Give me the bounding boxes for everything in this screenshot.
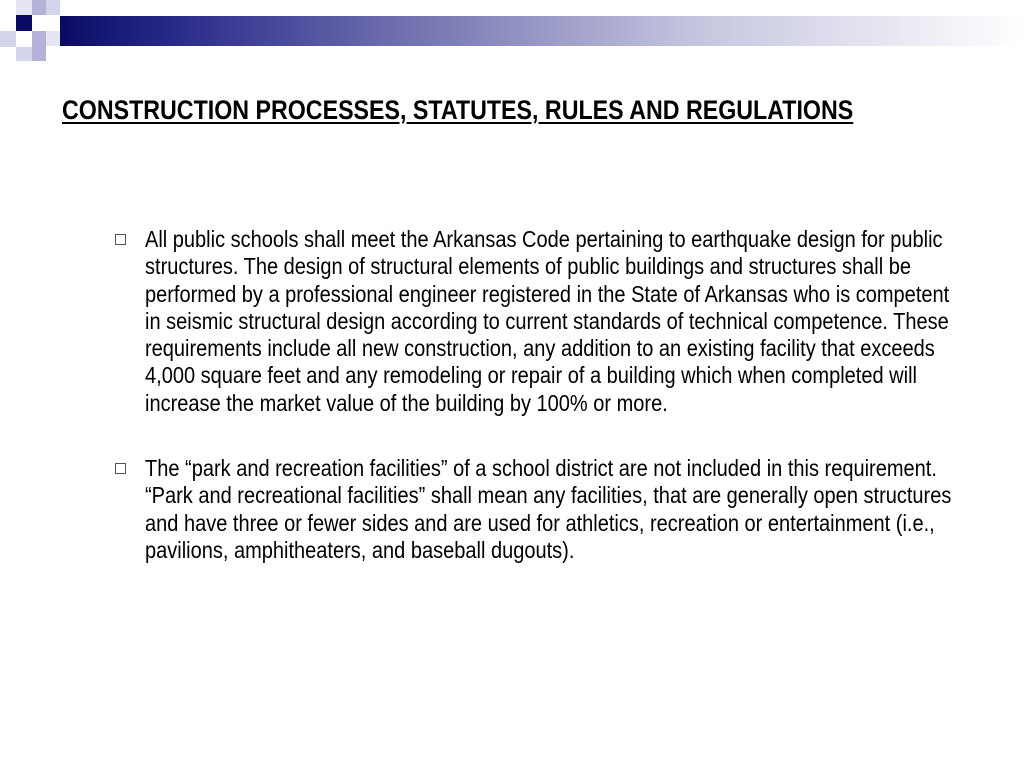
hollow-square-bullet-icon — [115, 234, 126, 245]
bullet-item — [115, 226, 1015, 417]
bullet-list — [115, 226, 1015, 602]
header-square-light — [46, 0, 60, 15]
header-square-light — [32, 31, 46, 47]
header-decoration — [0, 0, 1024, 64]
header-square-dark — [16, 15, 32, 31]
slide-title: CONSTRUCTION PROCESSES, STATUTES, RULES AND REGULATIONS — [62, 95, 854, 125]
bullet-text: The “park and recreation facilities” of a school district are not included in this requirement. “Park and recreational facilities” shall mean any facilities, that are generally open structures and have three or fewer sides and are used for athletics, recreation or entertainment (i.e., pavilions, amphitheaters, and baseball dugouts). — [145, 455, 952, 563]
bullet-text: All public schools shall meet the Arkansas Code pertaining to earthquake design for public structures. The design of structural elements of public buildings and structures shall be performed by a professional engineer registered in the State of Arkansas who is competent in seismic structural design according to current standards of technical competence. These requirements include all new construction, any addition to an existing facility that exceeds 4,000 square feet and any remodeling or repair of a building which when completed will increase the market value of the building by 100% or more. — [145, 226, 950, 416]
header-square-light — [32, 47, 46, 61]
header-gradient-band — [60, 16, 1024, 46]
header-square-light — [32, 0, 46, 15]
header-square-light — [16, 0, 32, 15]
header-square-light — [46, 31, 60, 46]
header-square-light — [0, 31, 16, 47]
hollow-square-bullet-icon — [115, 463, 126, 474]
bullet-item — [115, 455, 1015, 564]
header-square-light — [16, 47, 32, 61]
